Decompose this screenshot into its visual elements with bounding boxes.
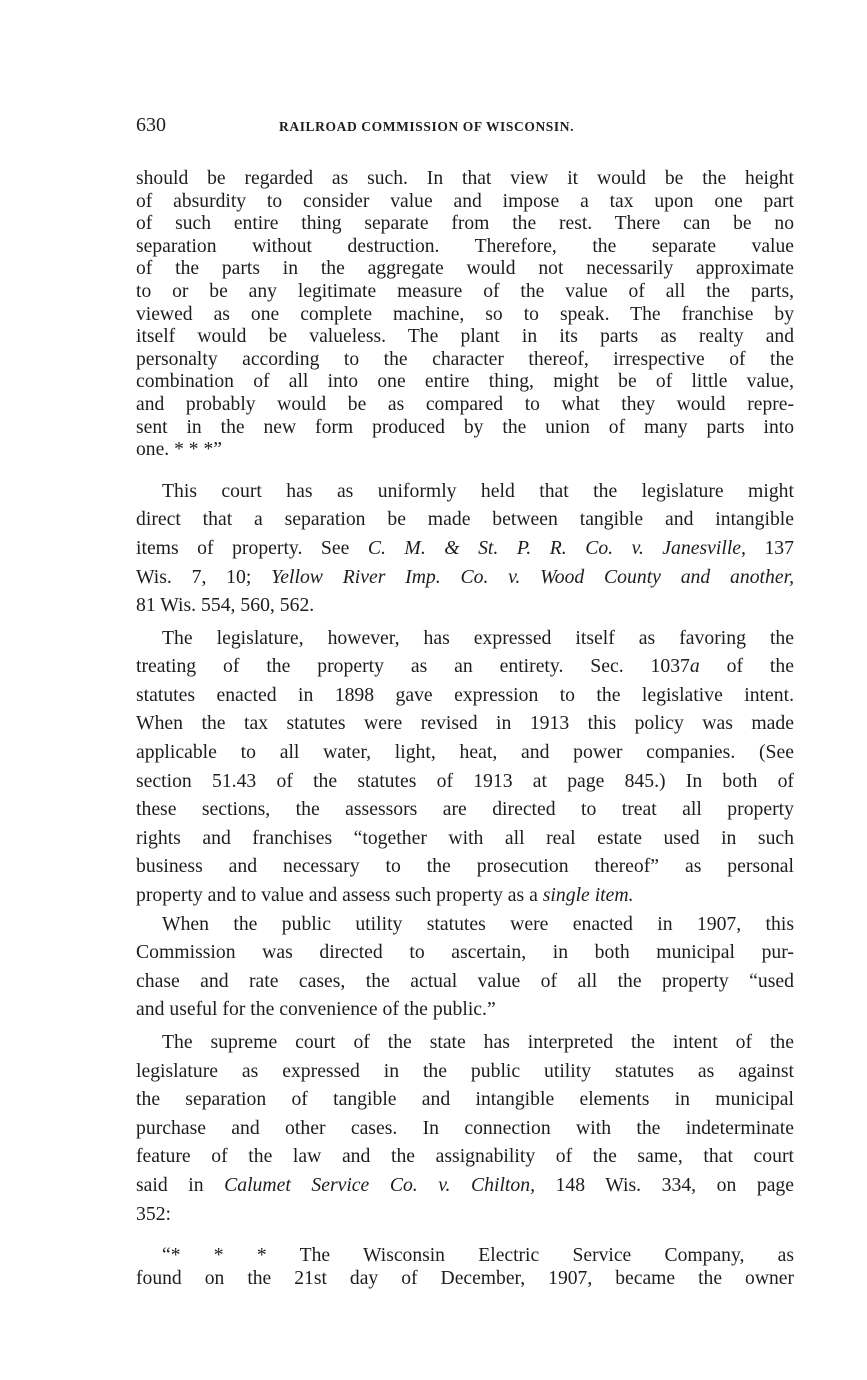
line-text: Wis. 7, 10; bbox=[136, 565, 272, 588]
text-line: The legislature, however, has expressed itself as favoring the bbox=[162, 626, 794, 649]
line-text: of the bbox=[699, 655, 794, 678]
case-citation: C. M. & St. P. R. Co. v. Janesville, bbox=[367, 536, 746, 559]
page-number: 630 bbox=[136, 114, 166, 136]
paragraph-public-utility bbox=[136, 910, 794, 1024]
text-line: and probably would be as compared to what they would repre- bbox=[136, 393, 794, 415]
quote-paragraph bbox=[136, 1245, 794, 1290]
text-line: statutes enacted in 1898 gave expression to the legislative intent. bbox=[136, 683, 794, 706]
text-line: The supreme court of the state has interpreted the intent of the bbox=[162, 1031, 794, 1053]
paragraph-court-held bbox=[136, 477, 794, 620]
quote-continuation-paragraph bbox=[136, 168, 794, 462]
text-line: of the parts in the aggregate would not necessarily approximate bbox=[136, 258, 794, 280]
text-line: and useful for the convenience of the public.” bbox=[136, 998, 496, 1021]
line-text: 148 Wis. 334, on page bbox=[535, 1173, 795, 1196]
paragraph-supreme-court bbox=[136, 1028, 794, 1228]
text-line: When the public utility statutes were enacted in 1907, this bbox=[162, 912, 794, 935]
text-line: viewed as one complete machine, so to speak. The franchise by bbox=[136, 303, 794, 325]
body-text bbox=[136, 168, 794, 1290]
line-text: 137 bbox=[745, 536, 794, 559]
paragraph-legislature bbox=[136, 624, 794, 910]
text-line: Commission was directed to ascertain, in both municipal pur- bbox=[136, 941, 794, 964]
text-line: personalty according to the character thereof, irrespective of the bbox=[136, 348, 794, 370]
text-line bbox=[136, 1171, 794, 1200]
text-line bbox=[136, 534, 794, 563]
text-line: feature of the law and the assignability of the same, that court bbox=[136, 1145, 794, 1168]
section-suffix: a bbox=[689, 655, 700, 678]
text-line: sent in the new form produced by the union of many parts into bbox=[136, 416, 794, 438]
text-line: 81 Wis. 554, 560, 562. bbox=[136, 594, 315, 617]
text-line: 352: bbox=[136, 1202, 172, 1225]
text-line bbox=[136, 652, 794, 681]
line-text: items of property. See bbox=[136, 536, 368, 559]
case-citation: Calumet Service Co. v. Chilton, bbox=[224, 1173, 535, 1196]
text-line bbox=[136, 881, 794, 910]
text-line: one. * * *” bbox=[136, 439, 222, 461]
text-line: of such entire thing separate from the rest. There can be no bbox=[136, 213, 794, 235]
text-line: section 51.43 of the statutes of 1913 at page 845.) In both of bbox=[136, 769, 794, 792]
text-line: itself would be valueless. The plant in its parts as realty and bbox=[136, 326, 794, 348]
text-line: “* * * The Wisconsin Electric Service Company, as bbox=[162, 1245, 794, 1267]
text-line: applicable to all water, light, heat, and power companies. (See bbox=[136, 741, 794, 764]
line-text: property and to value and assess such property as a bbox=[136, 884, 543, 907]
line-text: said in bbox=[136, 1173, 225, 1196]
text-line: to or be any legitimate measure of the value of all the parts, bbox=[136, 280, 794, 302]
text-line: these sections, the assessors are directed to treat all property bbox=[136, 798, 794, 821]
text-line: purchase and other cases. In connection with the indeterminate bbox=[136, 1116, 794, 1139]
emphasis: single item. bbox=[542, 884, 634, 907]
case-citation: Yellow River Imp. Co. v. Wood County and another, bbox=[271, 565, 794, 588]
text-line: separation without destruction. Therefore, the separate value bbox=[136, 235, 794, 257]
text-line: legislature as expressed in the public utility statutes as against bbox=[136, 1059, 794, 1082]
text-line: of absurdity to consider value and impose a tax upon one part bbox=[136, 190, 794, 212]
text-line: the separation of tangible and intangible elements in municipal bbox=[136, 1088, 794, 1111]
text-line: combination of all into one entire thing, might be of little value, bbox=[136, 371, 794, 393]
text-line bbox=[136, 563, 794, 592]
text-line: chase and rate cases, the actual value of all the property “used bbox=[136, 969, 794, 992]
running-head: RAILROAD COMMISSION OF WISCONSIN. bbox=[279, 119, 575, 134]
page-header bbox=[136, 114, 796, 142]
text-line: should be regarded as such. In that view it would be the height bbox=[136, 168, 794, 189]
line-text: treating of the property as an entirety. Sec. 1037 bbox=[136, 655, 690, 678]
text-line: business and necessary to the prosecution thereof” as personal bbox=[136, 855, 794, 878]
text-line: This court has as uniformly held that the legislature might bbox=[162, 479, 794, 502]
text-line: rights and franchises “together with all real estate used in such bbox=[136, 826, 794, 849]
text-line: found on the 21st day of December, 1907, became the owner bbox=[136, 1267, 794, 1289]
text-line: direct that a separation be made between tangible and intangible bbox=[136, 508, 794, 531]
text-line: When the tax statutes were revised in 1913 this policy was made bbox=[136, 712, 794, 735]
